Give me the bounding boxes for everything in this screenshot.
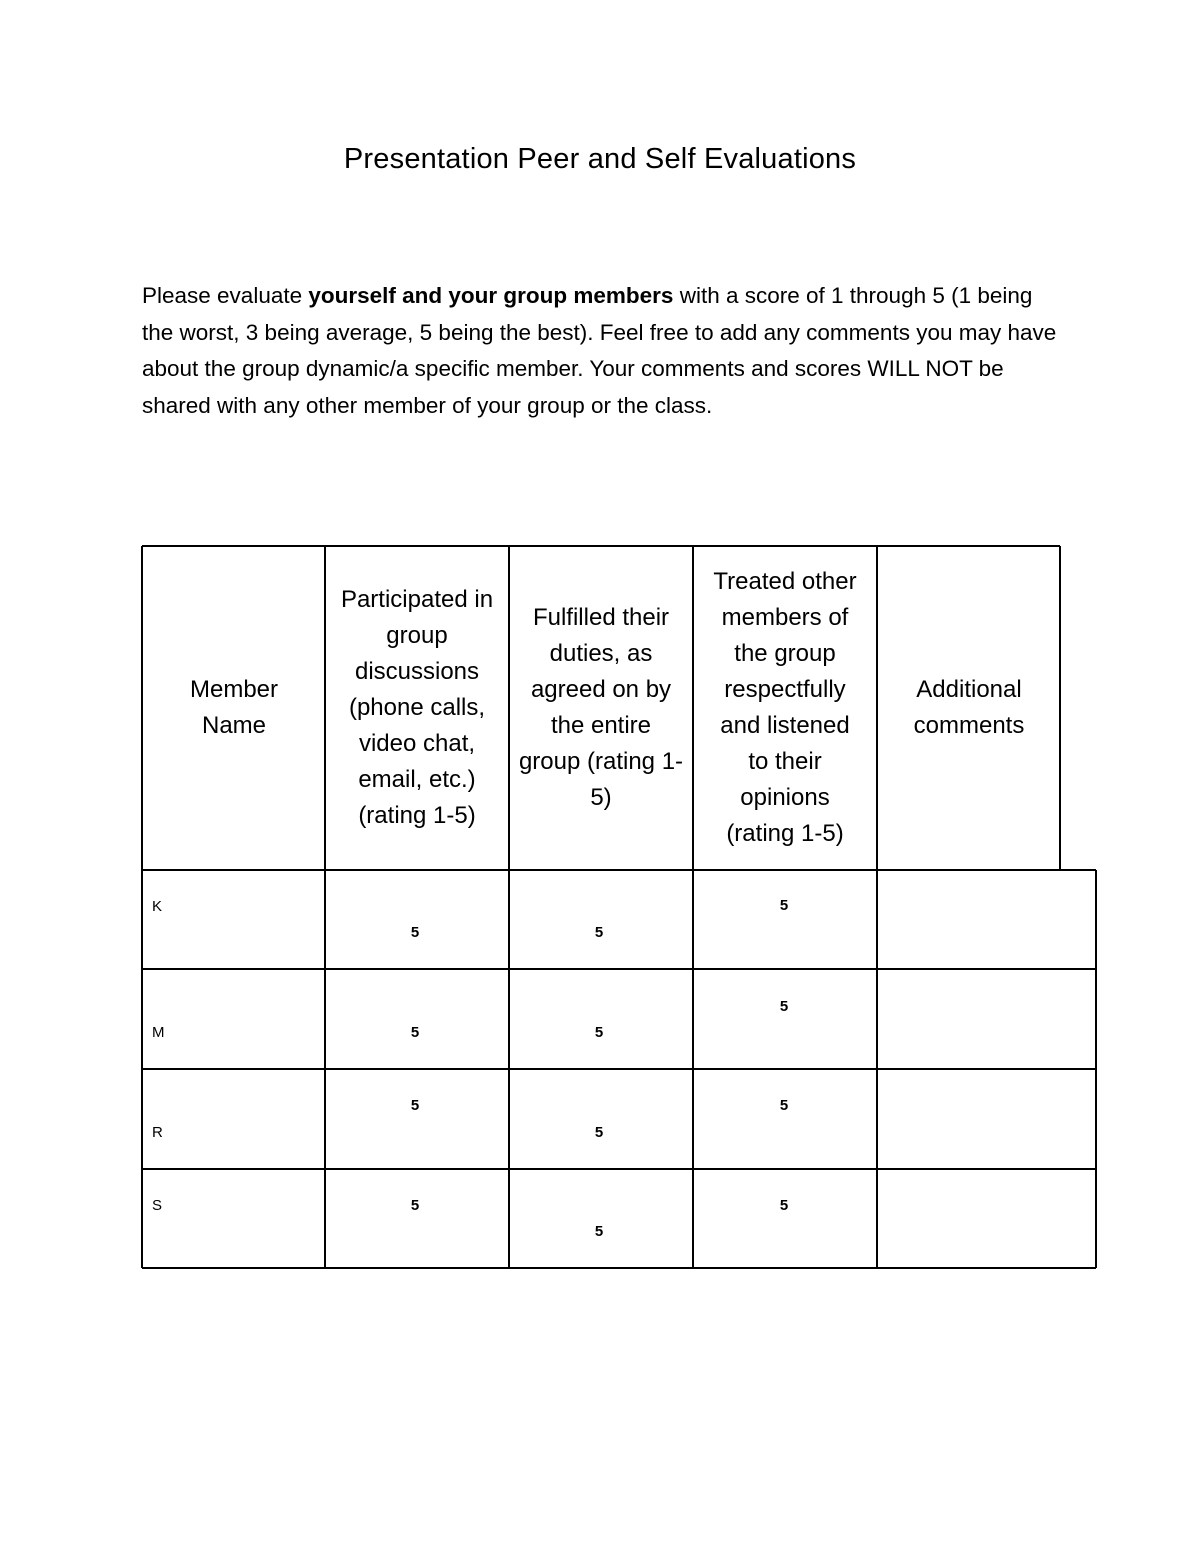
comments-cell — [880, 1074, 1090, 1164]
instructions-text-1: Please evaluate — [142, 283, 309, 308]
score-participated: 5 — [410, 924, 420, 941]
score-fulfilled: 5 — [594, 924, 604, 941]
score-participated: 5 — [410, 1197, 420, 1214]
score-treated: 5 — [779, 897, 789, 914]
score-fulfilled: 5 — [594, 1124, 604, 1141]
member-name-cell: S — [152, 1197, 163, 1214]
member-name-cell: M — [152, 1024, 165, 1041]
score-treated: 5 — [779, 1197, 789, 1214]
member-name-cell: R — [152, 1124, 163, 1141]
member-name-cell: K — [152, 898, 163, 915]
score-fulfilled: 5 — [594, 1223, 604, 1240]
header-additional-comments: Additional comments — [913, 676, 1025, 739]
comments-cell — [880, 875, 1090, 965]
document-title: Presentation Peer and Self Evaluations — [343, 143, 857, 175]
header-treated: Treated other members of the group respectfully and listened to their opinions (rating 1-5) — [713, 568, 857, 847]
header-fulfilled: Fulfilled their duties, as agreed on by the entire group (rating 1-5) — [518, 604, 684, 811]
score-fulfilled: 5 — [594, 1024, 604, 1041]
score-treated: 5 — [779, 1097, 789, 1114]
header-participated: Participated in group discussions (phone calls, video chat, email, etc.) (rating 1-5) — [340, 586, 494, 829]
score-participated: 5 — [410, 1024, 420, 1041]
score-treated: 5 — [779, 998, 789, 1015]
instructions-bold-text: yourself and your group members — [308, 283, 674, 308]
header-member-name: Member Name — [189, 676, 279, 739]
comments-cell — [880, 974, 1090, 1064]
score-participated: 5 — [410, 1097, 420, 1114]
comments-cell — [880, 1174, 1090, 1264]
instructions-text-2: with a score of 1 through 5 (1 being the worst, 3 being average, 5 being the best). Feel free to add any comments you may have about the group dynamic/a specific member. Your comments and scores WILL NOT be shared with any other member of your group or the class. — [142, 283, 1057, 418]
